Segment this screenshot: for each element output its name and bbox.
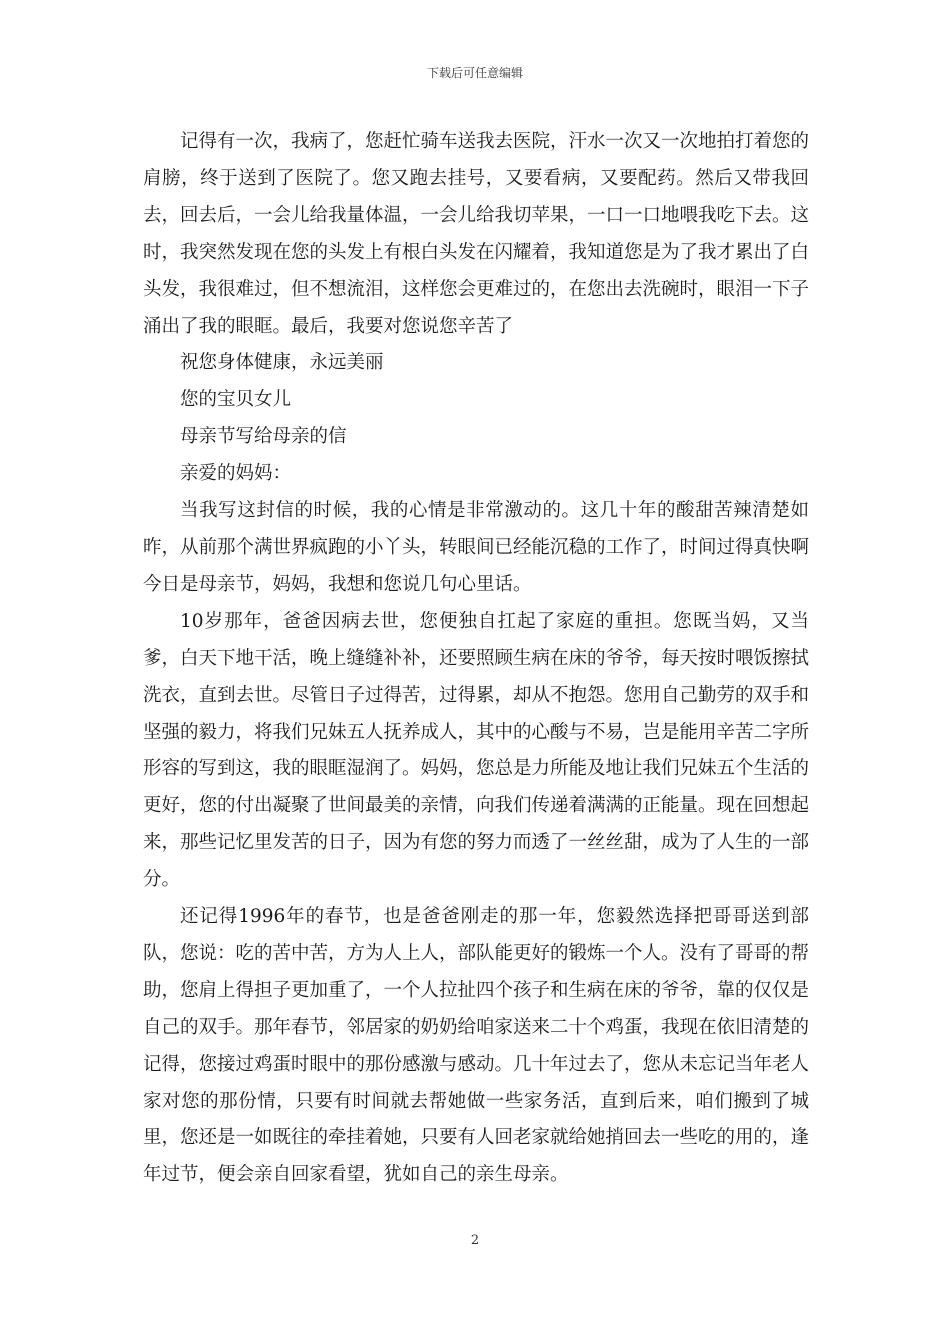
paragraph-childhood: 10岁那年，爸爸因病去世，您便独自扛起了家庭的重担。您既当妈，又当爹，白天下地干活，晚上缝缝补补，还要照顾生病在床的爷爷，每天按时喂饭擦拭洗衣，直到去世。尽管日子过得苦，过得累，却从不抱怨。您用自己勤劳的双手和坚强的毅力，将我们兄妹五人抚养成人，其中的心酸与不易，岂是能用辛苦二字所形容的写到这，我的眼眶湿润了。妈妈，您总是力所能及地让我们兄妹五个生活的更好，您的付出凝聚了世间最美的亲情，向我们传递着满满的正能量。现在回想起来，那些记忆里发苦的日子，因为有您的努力而透了一丝丝甜，成为了人生的一部分。 [143, 610, 810, 891]
paragraph-hospital-memory: 记得有一次，我病了，您赶忙骑车送我去医院，汗水一次又一次地拍打着您的肩膀，终于送到了医院了。您又跑去挂号，又要看病，又要配药。然后又带我回去，回去后，一会儿给我量体温，一会儿给我切苹果，一口一口地喂我吃下去。这时，我突然发现在您的头发上有根白头发在闪耀着，我知道您是为了我才累出了白头发，我很难过，但不想流泪，这样您会更难过的，在您出去洗碗时，眼泪一下子涌出了我的眼眶。最后，我要对您说您辛苦了 [143, 131, 810, 337]
letter-salutation: 亲爱的妈妈： [180, 463, 292, 485]
paragraph-blessing: 祝您身体健康，永远美丽 [180, 352, 384, 374]
document-body [143, 124, 809, 1194]
paragraph-signature: 您的宝贝女儿 [180, 389, 292, 411]
page-number: 2 [470, 1233, 480, 1248]
letter-title: 母亲节写给母亲的信 [180, 426, 347, 448]
paragraph-intro: 当我写这封信的时候，我的心情是非常激动的。这几十年的酸甜苦辣清楚如昨，从前那个满世界疯跑的小丫头，转眼间已经能沉稳的工作了，时间过得真快啊今日是母亲节，妈妈，我想和您说几句心里话。 [143, 500, 810, 595]
page-header: 下载后可任意编辑 [426, 66, 523, 80]
paragraph-spring-festival: 还记得1996年的春节，也是爸爸刚走的那一年，您毅然选择把哥哥送到部队，您说：吃的苦中苦，方为人上人，部队能更好的锻炼一个人。没有了哥哥的帮助，您肩上得担子更加重了，一个人拉扯四个孩子和生病在床的爷爷，靠的仅仅是自己的双手。那年春节，邻居家的奶奶给咱家送来二十个鸡蛋，我现在依旧清楚的记得，您接过鸡蛋时眼中的那份感激与感动。几十年过去了，您从未忘记当年老人家对您的那份情，只要有时间就去帮她做一些家务活，直到后来，咱们搬到了城里，您还是一如既往的牵挂着她，只要有人回老家就给她捎回去一些吃的用的，逢年过节，便会亲自回家看望，犹如自己的亲生母亲。 [143, 906, 810, 1186]
